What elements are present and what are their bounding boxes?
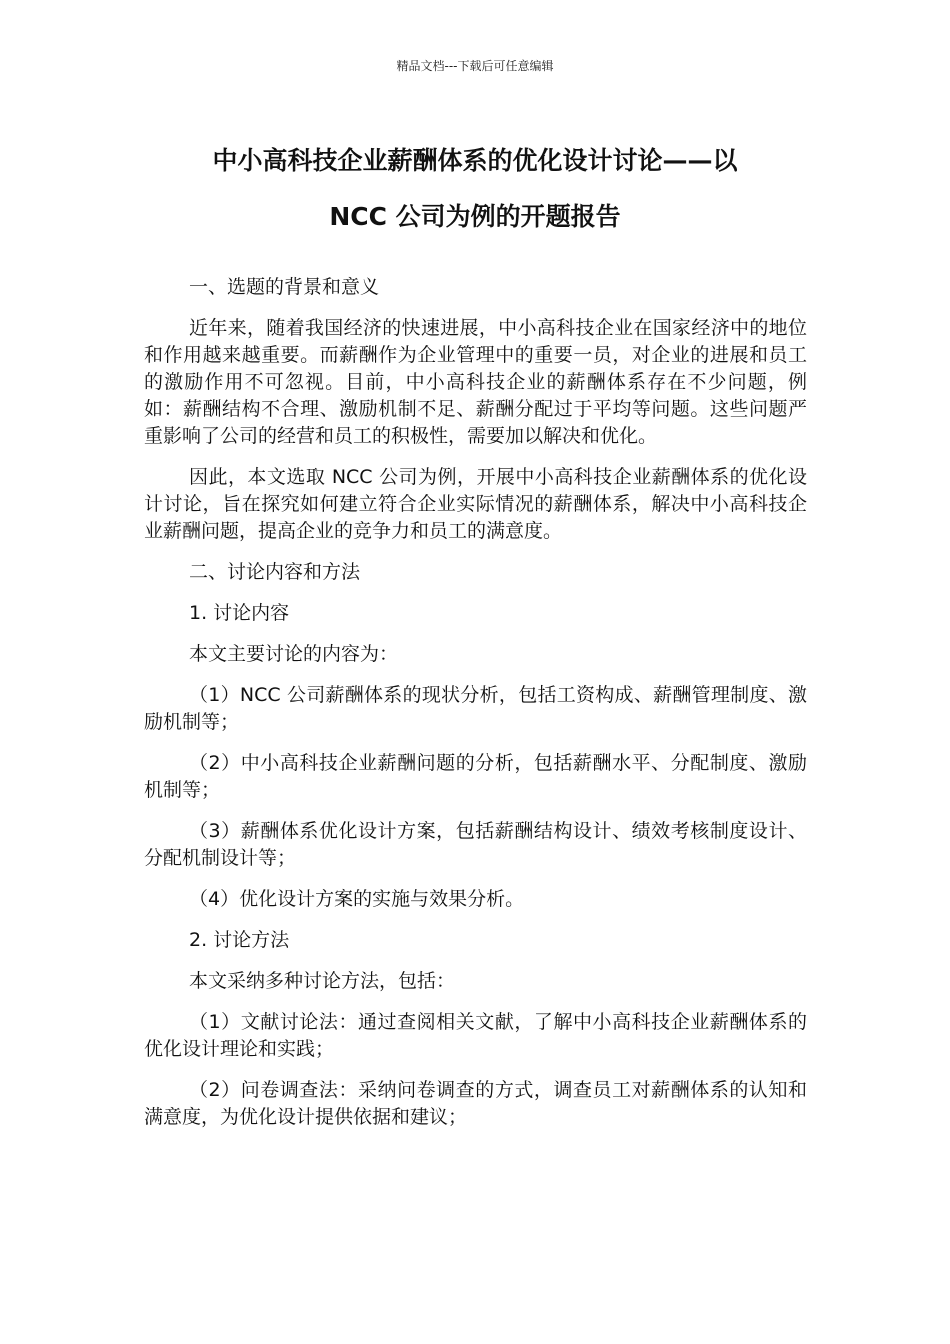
paragraph-background: 近年来，随着我国经济的快速进展，中小高科技企业在国家经济中的地位和作用越来越重要。而薪酬作为企业管理中的重要一员，对企业的进展和员工的激励作用不可忽视。目前，中小高科技企业的薪酬体系存在不少问题，例如：薪酬结构不合理、激励机制不足、薪酬分配过于平均等问题。这些问题严重影响了公司的经营和员工的积极性，需要加以解决和优化。 bbox=[144, 317, 807, 447]
list-item-content-4: （4）优化设计方案的实施与效果分析。 bbox=[189, 888, 525, 910]
list-item-content-3: （3）薪酬体系优化设计方案，包括薪酬结构设计、绩效考核制度设计、分配机制设计等； bbox=[144, 820, 807, 869]
paragraph-purpose: 因此，本文选取 NCC 公司为例，开展中小高科技企业薪酬体系的优化设计讨论，旨在探究如何建立符合企业实际情况的薪酬体系，解决中小高科技企业薪酬问题，提高企业的竞争力和员工的满意度。 bbox=[144, 466, 807, 542]
document-body bbox=[144, 274, 807, 1145]
document-title bbox=[143, 133, 807, 245]
subheading-method: 2. 讨论方法 bbox=[189, 929, 290, 951]
section-heading-content-method: 二、讨论内容和方法 bbox=[189, 561, 361, 583]
list-item-method-1: （1）文献讨论法：通过查阅相关文献，了解中小高科技企业薪酬体系的优化设计理论和实践； bbox=[144, 1011, 807, 1060]
page-header: 精品文档---下载后可任意编辑 bbox=[396, 59, 554, 73]
title-line-1: 中小高科技企业薪酬体系的优化设计讨论——以 bbox=[212, 146, 738, 175]
list-item-content-2: （2）中小高科技企业薪酬问题的分析，包括薪酬水平、分配制度、激励机制等； bbox=[144, 752, 807, 801]
paragraph-method-intro: 本文采纳多种讨论方法，包括： bbox=[189, 970, 456, 992]
paragraph-content-intro: 本文主要讨论的内容为： bbox=[189, 643, 399, 665]
list-item-method-2: （2）问卷调查法：采纳问卷调查的方式，调查员工对薪酬体系的认知和满意度，为优化设计提供依据和建议； bbox=[144, 1079, 807, 1128]
list-item-content-1: （1）NCC 公司薪酬体系的现状分析，包括工资构成、薪酬管理制度、激励机制等； bbox=[144, 684, 807, 733]
section-heading-background: 一、选题的背景和意义 bbox=[189, 276, 380, 298]
title-line-2: NCC 公司为例的开题报告 bbox=[329, 202, 621, 231]
subheading-content: 1. 讨论内容 bbox=[189, 602, 290, 624]
